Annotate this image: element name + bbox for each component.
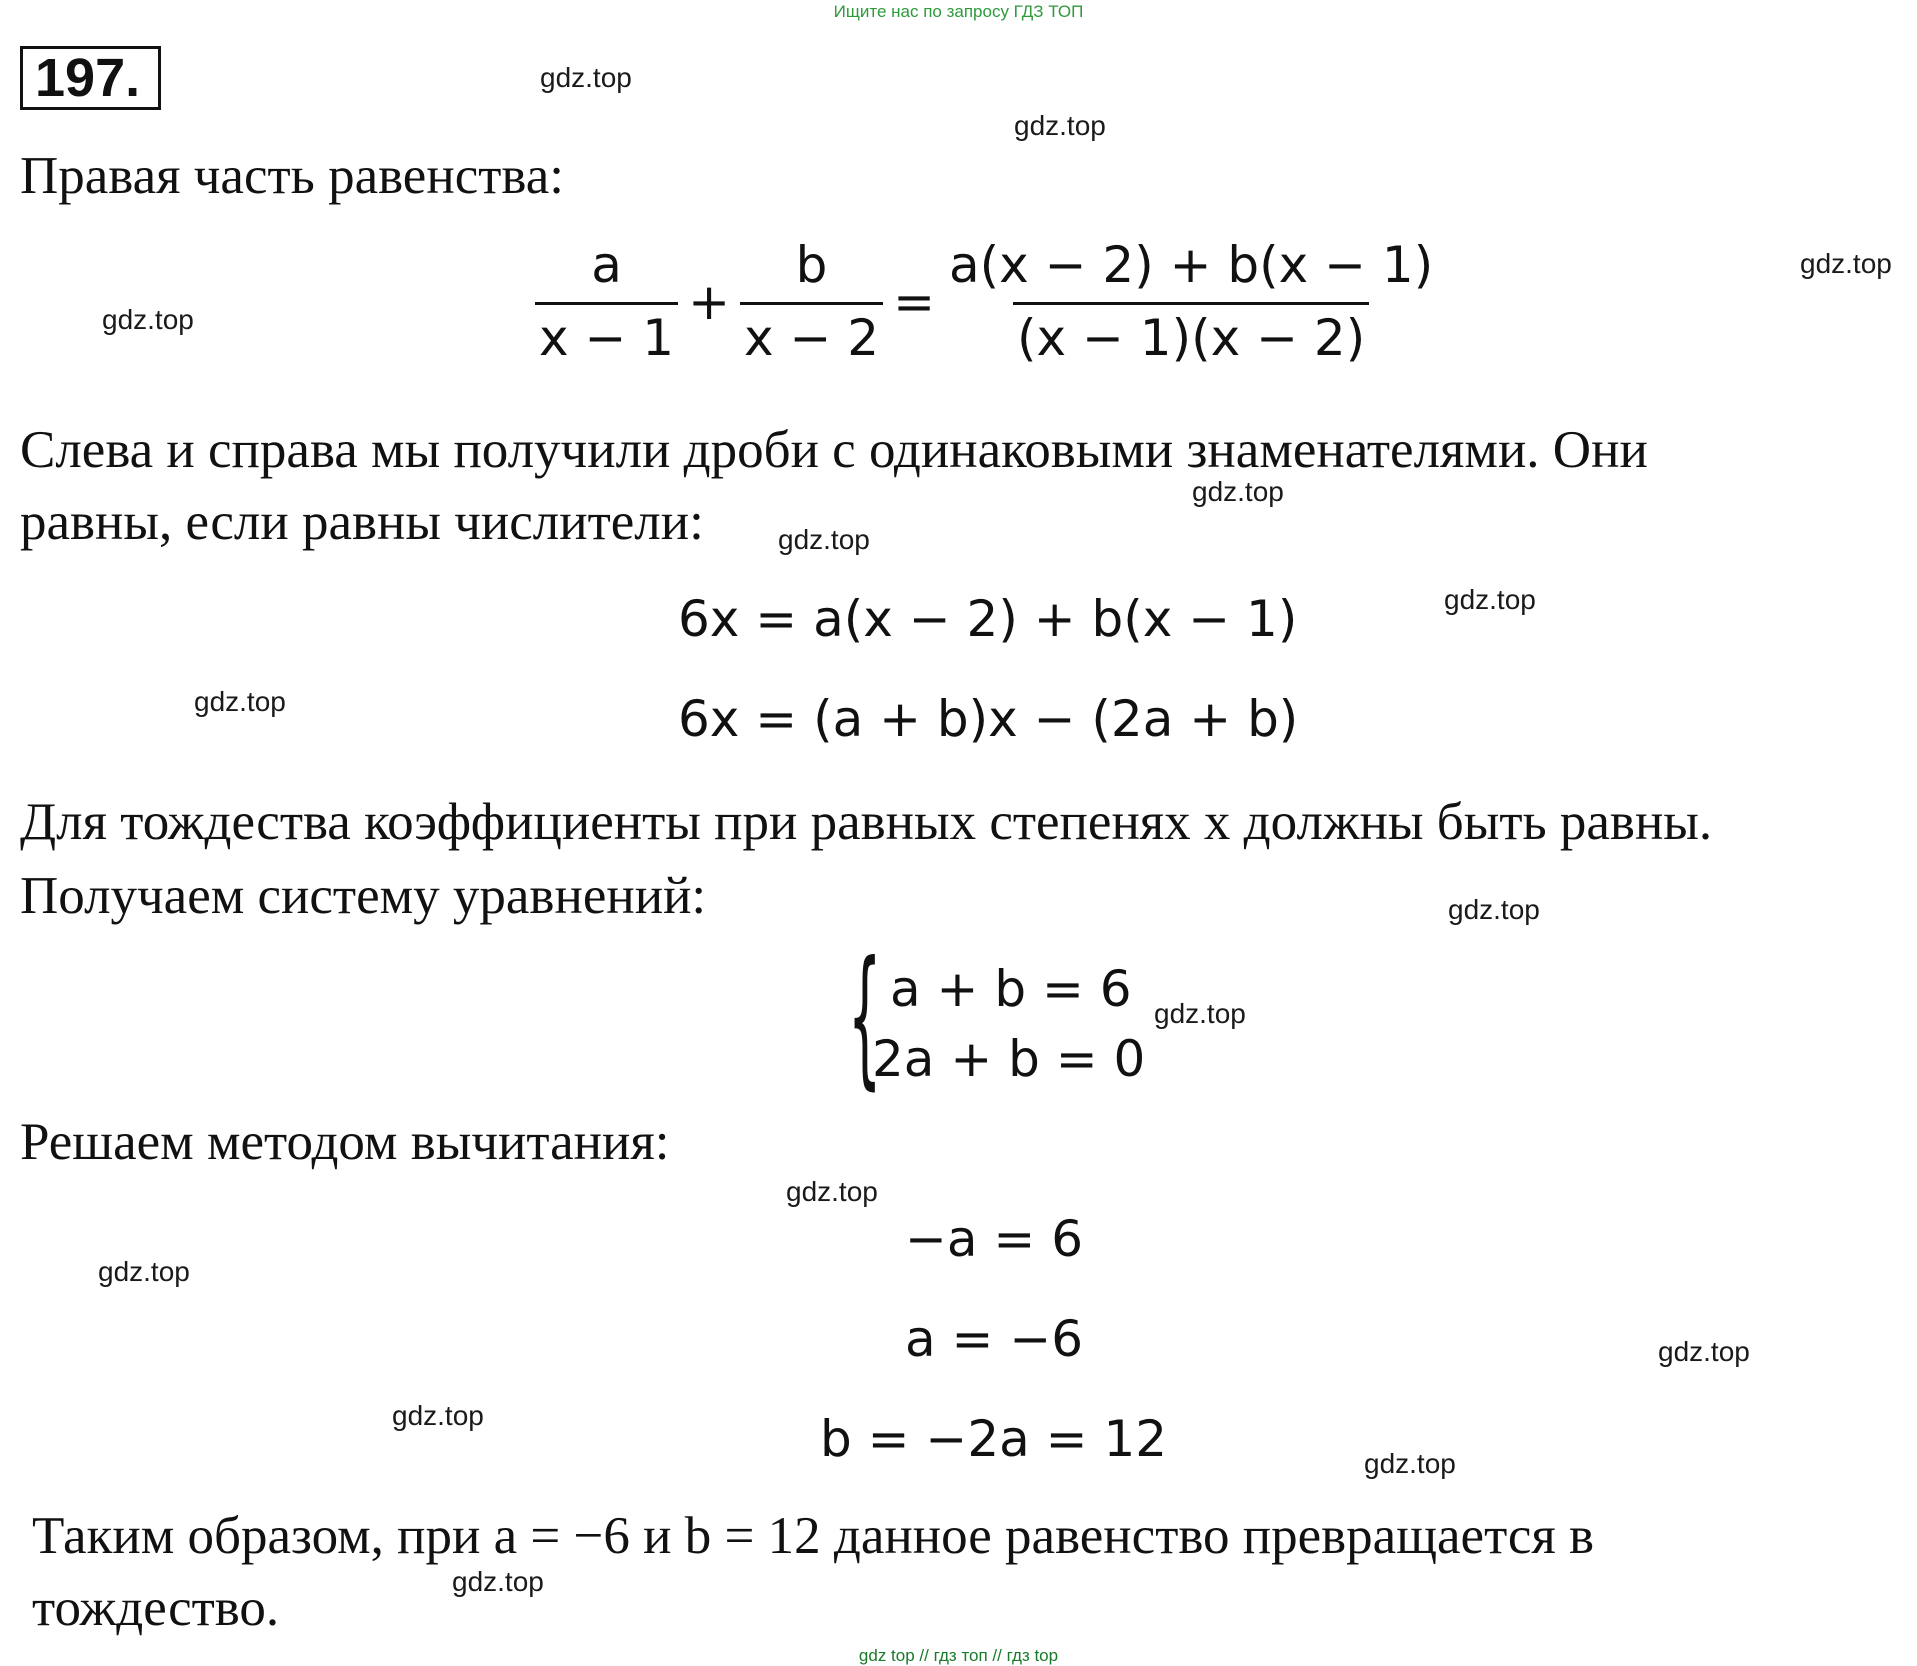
plus-sign: +: [688, 272, 730, 331]
watermark: gdz.top: [1800, 248, 1892, 279]
fraction-3-numerator: a(x − 2) + b(x − 1): [949, 236, 1434, 294]
equation-minus-a: −a = 6: [905, 1210, 1084, 1268]
paragraph-conclusion-line1: Таким образом, при a = −6 и b = 12 данное равенство превращается в: [32, 1507, 1595, 1565]
paragraph-identity-line1: Для тождества коэффициенты при равных степенях x должны быть равны.: [20, 793, 1713, 851]
equation-system: [848, 930, 1168, 1104]
watermark: gdz.top: [1014, 110, 1106, 141]
system-equation-1: a + b = 6: [890, 960, 1132, 1018]
top-banner: Ищите нас по запросу ГДЗ ТОП: [833, 2, 1084, 21]
fraction-1-denominator: x − 1: [535, 302, 678, 367]
watermark: gdz.top: [392, 1400, 484, 1431]
paragraph-conclusion-line2: тождество.: [32, 1579, 280, 1637]
paragraph-same-denominators-line1: Слева и справа мы получили дроби с одинаковыми знаменателями. Они: [20, 421, 1648, 479]
watermark: gdz.top: [102, 304, 194, 335]
watermark: gdz.top: [452, 1566, 544, 1597]
paragraph-subtraction-method: Решаем методом вычитания:: [20, 1113, 670, 1171]
equation-b-value: b = −2a = 12: [820, 1410, 1168, 1468]
watermark: gdz.top: [1364, 1448, 1456, 1479]
fraction-2-denominator: x − 2: [740, 302, 883, 367]
equation-expanded: 6x = (a + b)x − (2a + b): [678, 690, 1299, 748]
watermark: gdz.top: [194, 686, 286, 717]
footer-watermark: gdz top // гдз топ // гдз top: [858, 1646, 1059, 1665]
watermark: gdz.top: [778, 524, 870, 555]
equation-numerators: 6x = a(x − 2) + b(x − 1): [678, 590, 1298, 648]
fraction-3-denominator: (x − 1)(x − 2): [1013, 302, 1369, 367]
watermark: gdz.top: [786, 1176, 878, 1207]
watermark: gdz.top: [1448, 894, 1540, 925]
fraction-2-numerator: b: [795, 236, 828, 294]
equation-a-value: a = −6: [905, 1310, 1084, 1368]
equals-sign: =: [893, 272, 935, 331]
system-equation-2: 2a + b = 0: [872, 1030, 1146, 1088]
system-brace: {: [848, 930, 882, 1104]
watermark: gdz.top: [1658, 1336, 1750, 1367]
paragraph-same-denominators-line2: равны, если равны числители:: [20, 493, 704, 551]
equation-fraction-sum: [535, 236, 1437, 367]
watermark: gdz.top: [98, 1256, 190, 1287]
problem-number: 197.: [20, 46, 161, 110]
fraction-1: [535, 236, 678, 367]
watermark: gdz.top: [540, 62, 632, 93]
fraction-2: [740, 236, 883, 367]
watermark: gdz.top: [1444, 584, 1536, 615]
paragraph-identity-line2: Получаем систему уравнений:: [20, 867, 707, 925]
fraction-3: [945, 236, 1437, 367]
watermark: gdz.top: [1154, 998, 1246, 1029]
fraction-1-numerator: a: [591, 236, 622, 294]
watermark: gdz.top: [1192, 476, 1284, 507]
paragraph-right-side: Правая часть равенства:: [20, 147, 564, 205]
